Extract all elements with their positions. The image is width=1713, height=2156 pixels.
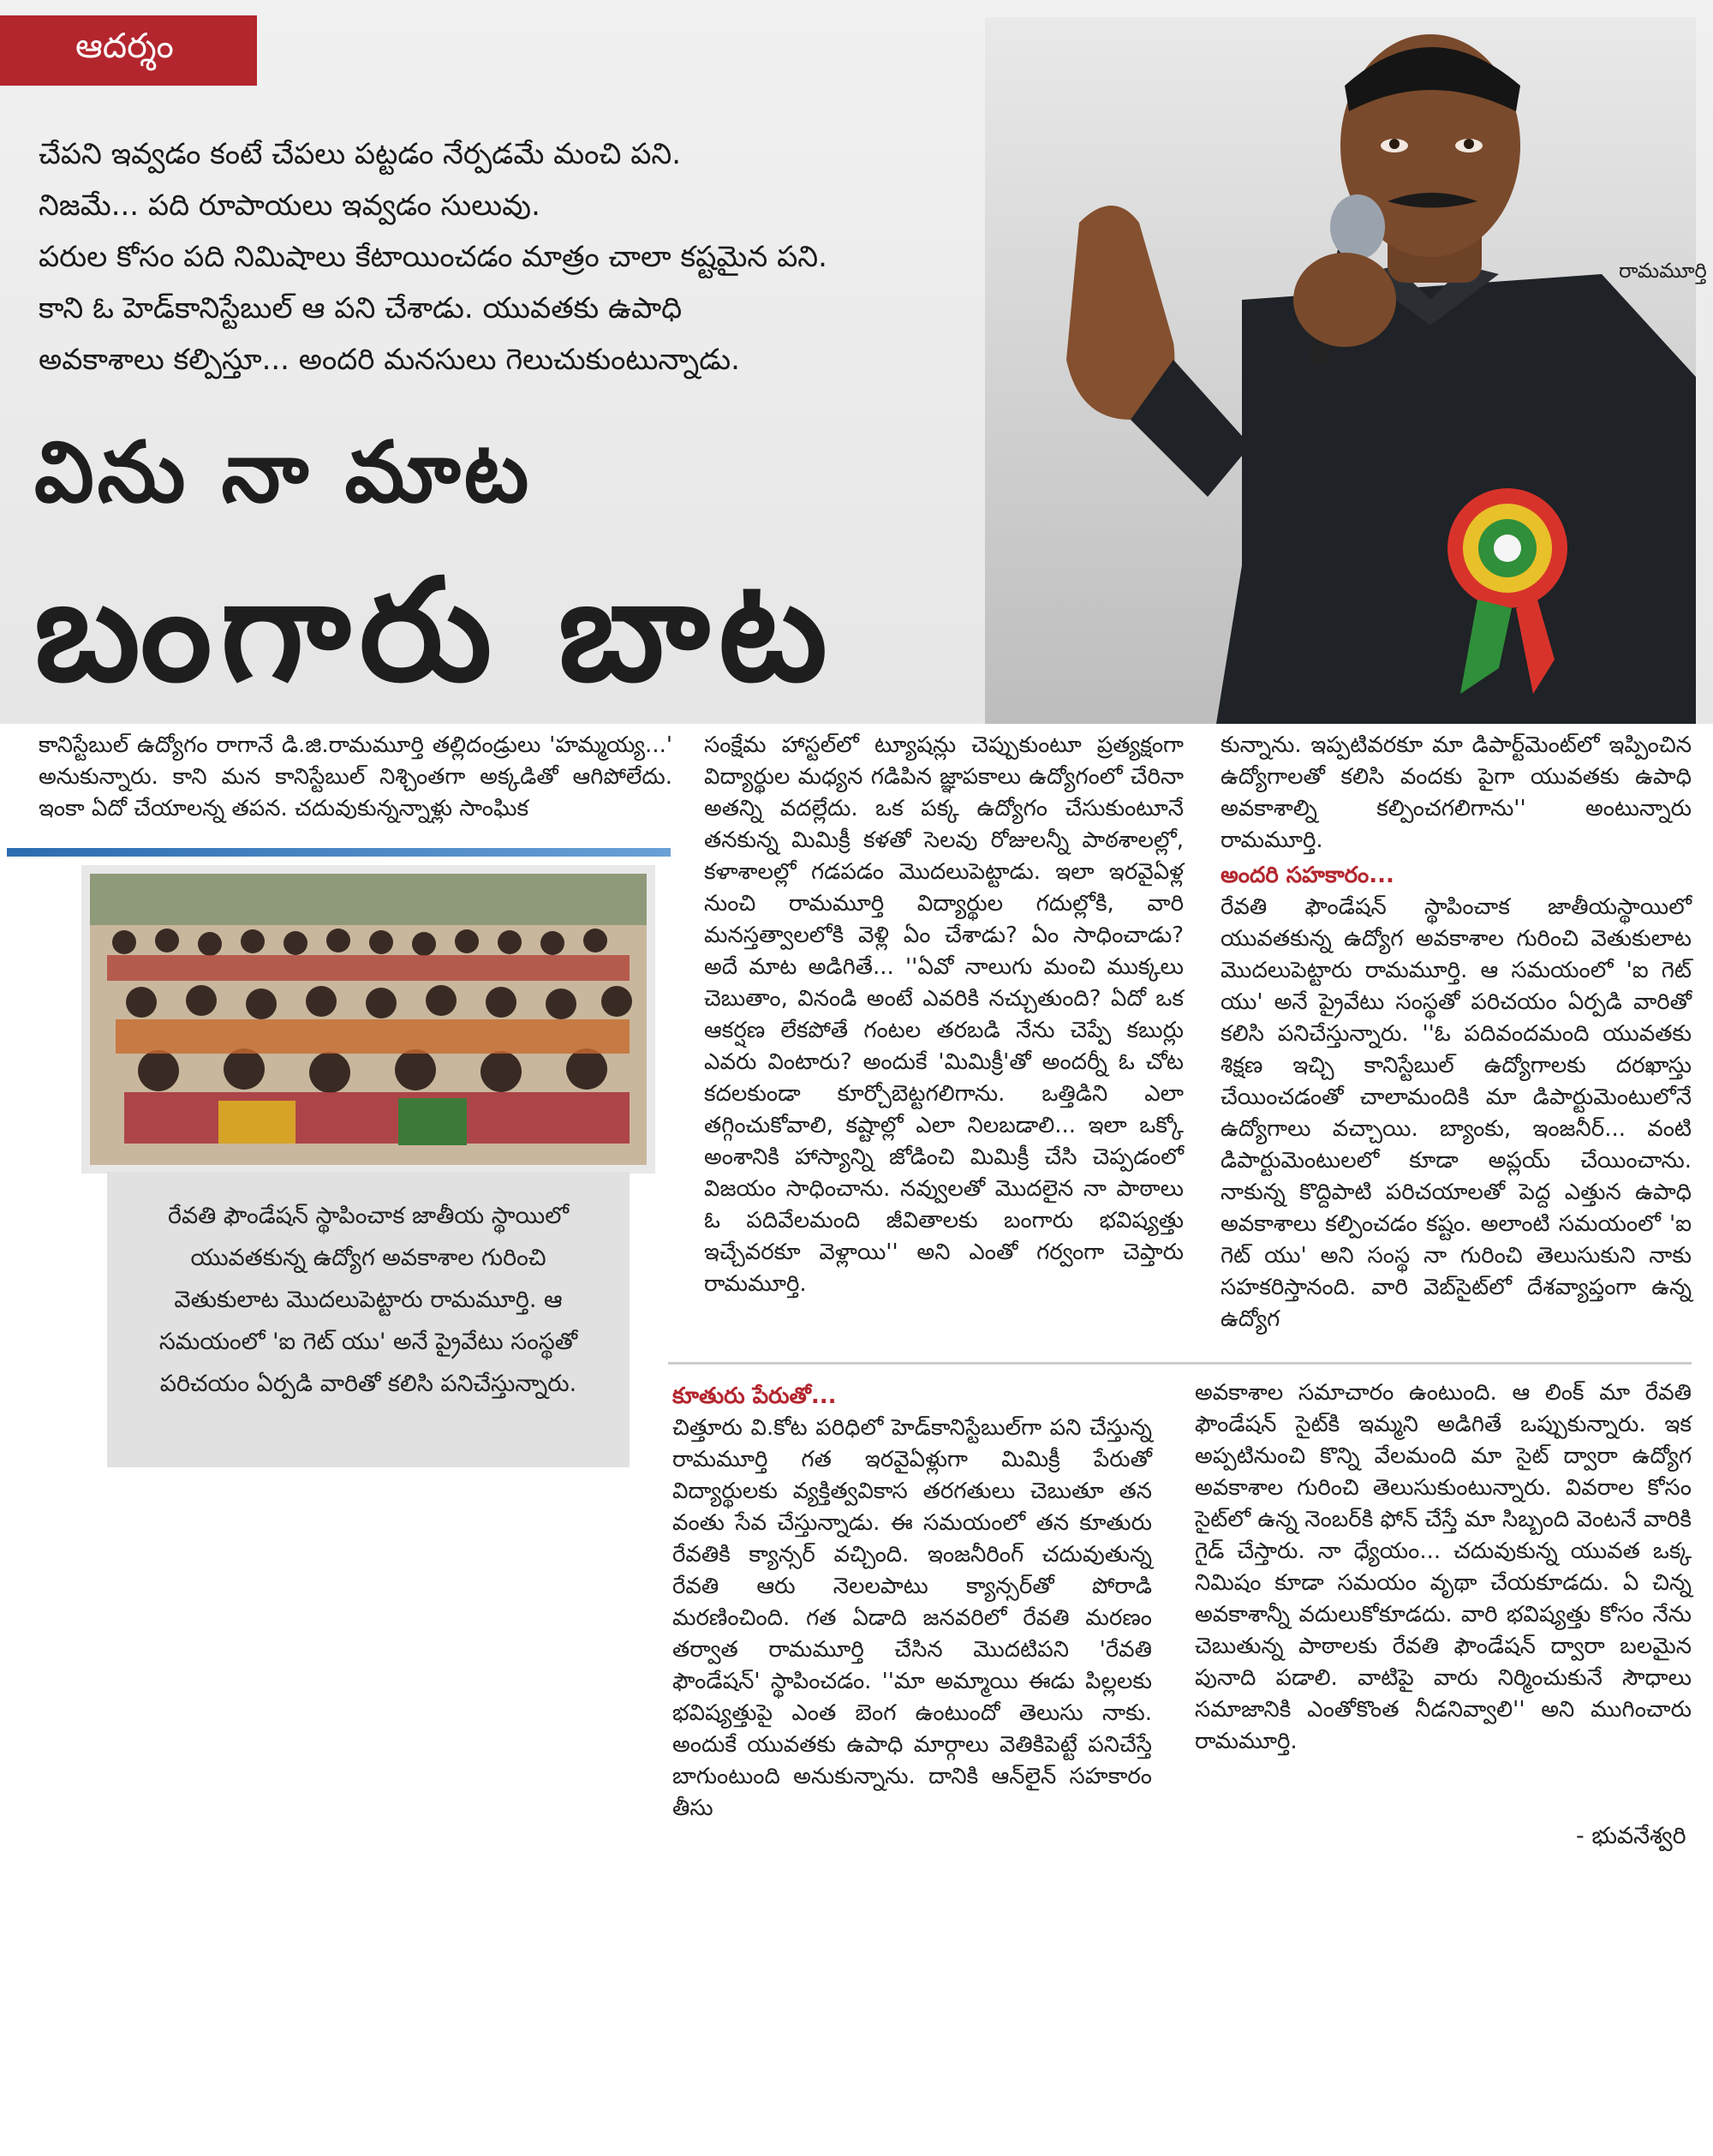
column-4-text: చిత్తూరు వి.కోట పరిధిలో హెడ్‌కానిస్టేబుల్‌గా పని చేస్తున్న రామమూర్తి గత ఇరవైఏళ్లుగా మిమిక్రీ పేరుతో విద్యార్థులకు వ్యక్తిత్వవికాస తరగతులు చెబుతూ తన వంతు సేవ చేస్తున్నాడు. ఈ సమయంలో తన కూతురు రేవతికి క్యాన్సర్ వచ్చింది. ఇంజనీరింగ్ చదువుతున్న రేవతి ఆరు నెలలపాటు క్యాన్సర్‌తో పోరాడి మరణించింది. గత ఏడాది జనవరిలో రేవతి మరణం తర్వాత రామమూర్తి చేసిన మొదటిపని 'రేవతి ఫౌండేషన్' స్థాపించడం. ''మా అమ్మాయి ఈడు పిల్లలకు భవిష్యత్తుపై ఎంత బెంగ ఉంటుందో తెలుసు నాకు. అందుకే యువతకు ఉపాధి మార్గాలు వెతికిపెట్టే పనిచేస్తే బాగుంటుంది అనుకున్నాను. దానికి ఆన్‌లైన్ సహకారం తీసు (672, 1415, 1152, 1821)
speaker-illustration (985, 17, 1696, 724)
column-2 (704, 730, 1184, 1300)
column-3-intro: కున్నాను. ఇప్పటివరకూ మా డిపార్ట్‌మెంట్‌లో ఇప్పించిన ఉద్యోగాలతో కలిసి వందకు పైగా యువతకు ఉపాధి అవకాశాల్ని కల్పించగలిగాను'' అంటున్నారు రామమూర్తి. (1221, 732, 1692, 853)
column-4 (672, 1377, 1152, 1825)
headline-line-1: విను నా మాట (34, 424, 533, 522)
intro-line: నిజమే... పది రూపాయలు ఇవ్వడం సులువు. (39, 188, 540, 223)
column-2-text: సంక్షేమ హాస్టల్‌లో ట్యూషన్లు చెప్పుకుంటూ ప్రత్యక్షంగా విద్యార్థుల మధ్యన గడిపిన జ్ఞాపకాలు ఉద్యోగంలో చేరినా అతన్ని వదల్లేదు. ఒక పక్క ఉద్యోగం చేసుకుంటూనే తనకున్న మిమిక్రీ కళతో సెలవు రోజులన్నీ పాఠశాలల్లో, కళాశాలల్లో గడపడం మొదలుపెట్టాడు. ఇలా ఇరవైఏళ్ల నుంచి రామమూర్తి విద్యార్థుల గదుల్లోకి, వారి మనస్తత్వాలలోకి వెళ్లి ఏం చేశాడు? ఏం సాధించాడు? అదే మాట అడిగితే... ''ఏవో నాలుగు మంచి ముక్కలు చెబుతాం, వినండి అంటే ఎవరికి నచ్చుతుంది? ఏదో ఒక ఆకర్షణ లేకపోతే గంటల తరబడి నేను చెప్పే కబుర్లు ఎవరు వింటారు? అందుకే 'మిమిక్రీ'తో అందర్నీ ఓ చోట కదలకుండా కూర్చోబెట్టగలిగాను. ఒత్తిడిని ఎలా తగ్గించుకోవాలి, కష్టాల్లో ఎలా నిలబడాలి... ఇలా ఒక్కో అంశానికి హాస్యాన్ని జోడించి మిమిక్రీ చేసి చెప్పడంలో విజయం సాధించాను. నవ్వులతో మొదలైన నా పాఠాలు ఓ పదివేలమంది జీవితాలకు బంగారు భవిష్యత్తు ఇచ్చేవరకూ వెళ్లాయి'' అని ఎంతో గర్వంగా చెప్తారు రామమూర్తి. (704, 732, 1184, 1297)
pull-quote-text: రేవతి ఫౌండేషన్ స్థాపించాక జాతీయ స్థాయిలో యువతకున్న ఉద్యోగ అవకాశాల గురించి వెతుకులాట మొదలుపెట్టారు రామమూర్తి. ఆ సమయంలో 'ఐ గెట్ యు' అనే ప్రైవేటు సంస్థతో పరిచయం ఏర్పడి వారితో కలిసి పనిచేస్తున్నారు. (158, 1203, 578, 1397)
headline-line-2: బంగారు బాట (34, 548, 837, 713)
subheading-daughter: కూతురు పేరుతో... (672, 1383, 837, 1409)
subheading-cooperation: అందరి సహకారం... (1221, 863, 1394, 888)
column-1-text: కానిస్టేబుల్ ఉద్యోగం రాగానే డి.జి.రామమూర్తి తల్లిదండ్రులు 'హమ్మయ్య...' అనుకున్నారు. కాని మన కానిస్టేబుల్ నిశ్చింతగా అక్కడితో ఆగిపోలేదు. ఇంకా ఏదో చేయాలన్న తపన. చదువుకున్నన్నాళ్లు సాంఘిక (39, 732, 672, 821)
intro-line: చేపని ఇవ్వడం కంటే చేపలు పట్టడం నేర్పడమే మంచి పని. (39, 137, 682, 171)
intro-line: కాని ఓ హెడ్‌కానిస్టేబుల్ ఆ పని చేశాడు. యువతకు ఉపాధి (39, 291, 683, 325)
column-5-text: అవకాశాల సమాచారం ఉంటుంది. ఆ లింక్ మా రేవతి ఫౌండేషన్ సైట్‌కి ఇమ్మని అడిగితే ఒప్పుకున్నారు. ఇక అప్పటినుంచి కొన్ని వేలమంది మా సైట్ ద్వారా ఉద్యోగ అవకాశాల గురించి తెలుసుకుంటున్నారు. వివరాల కోసం సైట్‌లో ఉన్న నెంబర్‌కి ఫోన్ చేస్తే మా సిబ్బంది వెంటనే వారికి గైడ్ చేస్తారు. నా ధ్యేయం... చదువుకున్న యువత ఒక్క నిమిషం కూడా సమయం వృథా చేయకూడదు. ఏ చిన్న అవకాశాన్నీ వదులుకోకూడదు. వారి భవిష్యత్తు కోసం నేను చెబుతున్న పాఠాలకు రేవతి ఫౌండేషన్ ద్వారా బలమైన పునాది పడాలి. వాటిపై వారు నిర్మించుకునే సౌధాలు సమాజానికి ఎంతోకొంత నీడనివ్వాలి'' అని ముగించారు రామమూర్తి. (1195, 1380, 1692, 1754)
column-3 (1221, 730, 1692, 1335)
column-3-text: రేవతి ఫౌండేషన్ స్థాపించాక జాతీయస్థాయిలో యువతకున్న ఉద్యోగ అవకాశాల గురించి వెతుకులాట మొదలుపెట్టారు రామమూర్తి. ఆ సమయంలో 'ఐ గెట్ యు' అనే ప్రైవేటు సంస్థతో పరిచయం ఏర్పడి వారితో కలిసి పనిచేస్తున్నారు. ''ఓ పదివందమంది యువతకు శిక్షణ ఇచ్చి కానిస్టేబుల్ ఉద్యోగాలకు దరఖాస్తు చేయించడంతో చాలామందికి మా డిపార్టుమెంటులోనే ఉద్యోగాలు వచ్చాయి. బ్యాంకు, ఇంజనీర్... వంటి డిపార్టుమెంటులలో కూడా అప్లయ్ చేయించాను. నాకున్న కొద్దిపాటి పరిచయాలతో పెద్ద ఎత్తున ఉపాధి అవకాశాలు కల్పించడం కష్టం. అలాంటి సమయంలో 'ఐ గెట్ యు' అని సంస్థ నా గురించి తెలుసుకుని నాకు సహకరిస్తానంది. వారి వెబ్‌సైట్‌లో దేశవ్యాప్తంగా ఉన్న ఉద్యోగ (1221, 894, 1692, 1332)
column-5 (1195, 1377, 1692, 1758)
speaker-photo (985, 17, 1696, 724)
photo-caption: రామమూర్తి (1619, 259, 1707, 283)
students-illustration (90, 874, 647, 1165)
byline: - భువనేశ్వరి (1576, 1823, 1686, 1849)
intro-line: అవకాశాలు కల్పిస్తూ... అందరి మనసులు గెలుచుకుంటున్నాడు. (39, 343, 740, 377)
column-1 (39, 730, 672, 825)
divider-blue (7, 848, 671, 857)
section-tag: ఆదర్శం (0, 15, 257, 86)
intro-text (39, 128, 1015, 385)
divider-lower (668, 1362, 1692, 1365)
intro-line: పరుల కోసం పది నిమిషాలు కేటాయించడం మాత్రం చాలా కష్టమైన పని. (39, 240, 827, 274)
students-photo (81, 865, 655, 1174)
